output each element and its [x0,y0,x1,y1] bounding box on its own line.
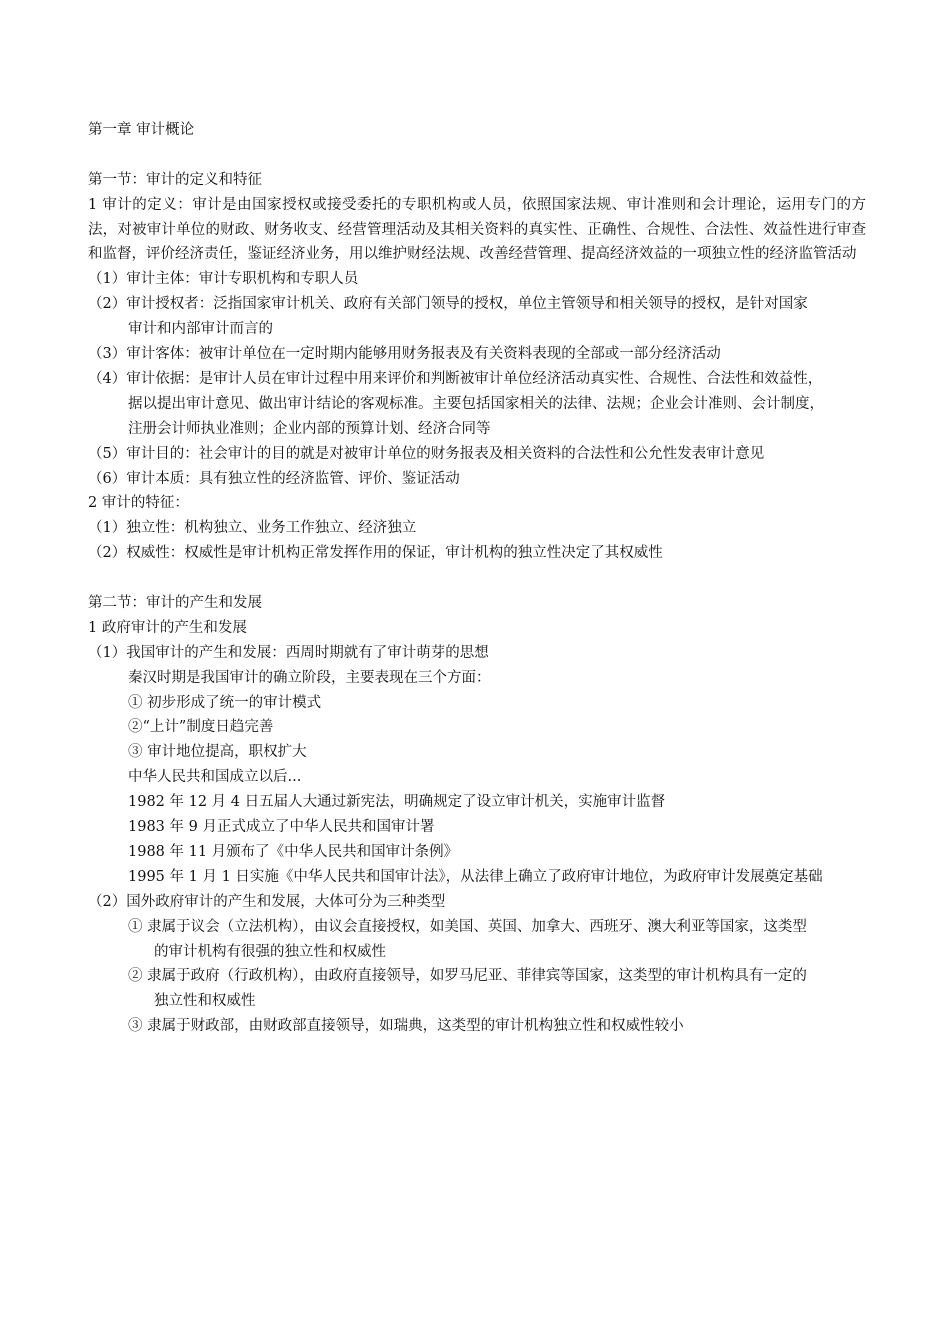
list-item-continuation: 的审计机构有很强的独立性和权威性 [154,943,386,960]
list-item-continuation: 独立性和权威性 [154,993,256,1010]
spacer [88,566,866,591]
list-item: （3）审计客体：被审计单位在一定时期内能够用财务报表及有关资料表现的全部或一部分经济活动 [88,346,721,363]
list-item: （6）审计本质：具有独立性的经济监管、评价、鉴证活动 [88,470,460,487]
paragraph-definition: 1 审计的定义：审计是由国家授权或接受委托的专职机构或人员，依照国家法规、审计准则和会计理论，运用专门的方法，对被审计单位的财政、财务收支、经营管理活动及其相关资料的真实性、正确性、合规性、合法性、效益性进行审查和监督，评价经济责任，鉴证经济业务，用以维护财经法规、改善经营管理、提高经济效益的一项独立性的经济监管活动 [88,196,866,263]
list-item: （4）审计依据：是审计人员在审计过程中用来评价和判断被审计单位经济活动真实性、合规性、合法性和效益性， [88,370,823,387]
section-title: 第一节：审计的定义和特征 [88,171,262,188]
list-item: （1）审计主体：审计专职机构和专职人员 [88,271,359,288]
list-item-detail: 秦汉时期是我国审计的确立阶段，主要表现在三个方面： [128,669,491,686]
list-item-detail: ③ 审计地位提高，职权扩大 [128,744,307,761]
chapter-title: 第一章 审计概论 [88,122,195,138]
list-item-detail: 1995 年 1 月 1 日实施《中华人民共和国审计法》，从法律上确立了政府审计地位，为政府审计发展奠定基础 [128,868,823,885]
list-item: （2）权威性：权威性是审计机构正常发挥作用的保证，审计机构的独立性决定了其权威性 [88,545,663,562]
list-item-detail: ① 初步形成了统一的审计模式 [128,694,322,711]
spacer [88,143,866,168]
subsection-title: 2 审计的特征： [88,495,189,512]
list-item-detail: ②“上计”制度日趋完善 [128,719,274,736]
list-item-continuation: 审计和内部审计而言的 [128,321,273,338]
section-title: 第二节：审计的产生和发展 [88,595,262,612]
list-item: （1）独立性：机构独立、业务工作独立、经济独立 [88,520,417,537]
list-item-continuation: 注册会计师执业准则；企业内部的预算计划、经济合同等 [128,420,491,437]
list-item-detail: 1982 年 12 月 4 日五届人大通过新宪法，明确规定了设立审计机关，实施审计监督 [128,794,666,811]
list-item: （1）我国审计的产生和发展：西周时期就有了审计萌芽的思想 [88,644,489,661]
list-item-detail: ③ 隶属于财政部，由财政部直接领导，如瑞典，这类型的审计机构独立性和权威性较小 [128,1018,684,1035]
list-item-detail: 1983 年 9 月正式成立了中华人民共和国审计署 [128,819,435,836]
list-item: （2）国外政府审计的产生和发展，大体可分为三种类型 [88,893,446,910]
list-item-detail: ① 隶属于议会（立法机构），由议会直接授权，如美国、英国、加拿大、西班牙、澳大利亚等国家，这类型 [128,918,807,935]
document-body [88,118,866,1039]
list-item: （2）审计授权者：泛指国家审计机关、政府有关部门领导的授权，单位主管领导和相关领导的授权，是针对国家 [88,296,808,313]
subsection-title: 1 政府审计的产生和发展 [88,619,247,636]
list-item-continuation: 据以提出审计意见、做出审计结论的客观标准。主要包括国家相关的法律、法规；企业会计准则、会计制度， [128,395,824,412]
list-item-detail: 中华人民共和国成立以后... [128,769,302,786]
list-item-detail: 1988 年 11 月颁布了《中华人民共和国审计条例》 [128,843,459,860]
list-item-detail: ② 隶属于政府（行政机构），由政府直接领导，如罗马尼亚、菲律宾等国家，这类型的审计机构具有一定的 [128,968,807,985]
list-item: （5）审计目的：社会审计的目的就是对被审计单位的财务报表及相关资料的合法性和公允性发表审计意见 [88,445,765,462]
